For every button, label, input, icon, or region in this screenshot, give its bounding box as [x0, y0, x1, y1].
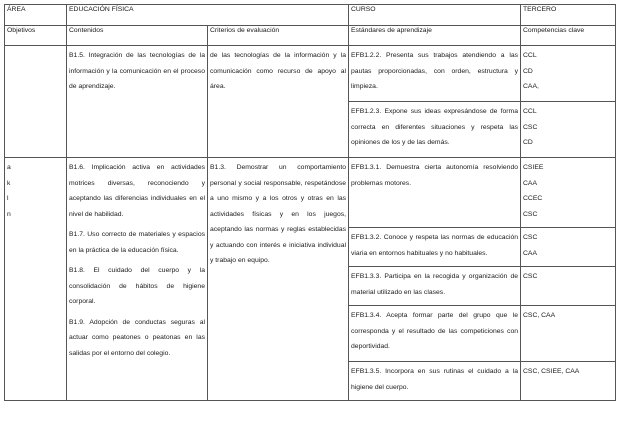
estandar-cell: EFB1.2.3. Expone sus ideas expresándose de forma correcta en diferentes situaciones y respeta las opiniones de los y de las demás. — [349, 102, 521, 158]
course-value: TERCERO — [521, 5, 616, 26]
column-header-row — [5, 26, 616, 46]
estandar-cell: EFB1.3.5. Incorpora en sus rutinas el cuidado a la higiene del cuerpo. — [349, 362, 521, 401]
competencia: CSC — [523, 123, 538, 131]
course-label: CURSO — [349, 5, 521, 26]
competencia: CSC — [523, 234, 538, 241]
objetivo: k — [7, 179, 11, 187]
criterio-cell: de las tecnologías de la información y la comunicación como recurso de apoyo al área. — [208, 46, 349, 158]
competencia: CCL — [523, 52, 537, 59]
col-competencias: Competencias clave — [521, 26, 616, 46]
contenido-paragraph: B1.9. Adopción de conductas seguras al actuar como peatones o peatonas en las salidas por el entorno del colegio. — [69, 318, 205, 357]
objetivo: n — [7, 210, 11, 218]
objetivo: a — [7, 164, 11, 171]
estandar-cell: EFB1.3.2. Conoce y respeta las normas de educación viaria en entornos habituales y no habituales. — [349, 228, 521, 267]
contenido-paragraph: B1.7. Uso correcto de materiales y espacios en la práctica de la educación física. — [69, 231, 205, 254]
estandar-cell: EFB1.3.3. Participa en la recogida y organización de material utilizado en las clases. — [349, 267, 521, 306]
curriculum-table — [4, 4, 616, 401]
competencia: CAA — [523, 249, 537, 257]
competencias-cell — [521, 306, 616, 362]
competencia: CSC, CAA — [523, 312, 556, 319]
competencia: CD — [523, 139, 533, 146]
area-label: ÁREA — [5, 5, 67, 26]
table-row — [5, 158, 616, 228]
estandar-cell: EFB1.2.2. Presenta sus trabajos atendiendo a las pautas proporcionadas, con orden, estructura y limpieza. — [349, 46, 521, 102]
contenido-paragraph: B1.6. Implicación activa en actividades motrices diversas, reconociendo y aceptando las diferencias individuales en el nivel de habilidad. — [69, 164, 205, 218]
competencia: CAA, — [523, 83, 539, 90]
estandar-cell: EFB1.3.1. Demuestra cierta autonomía resolviendo problemas motores. — [349, 158, 521, 228]
competencias-cell — [521, 158, 616, 228]
col-contenidos: Contenidos — [67, 26, 208, 46]
competencia: CCEC — [523, 195, 543, 202]
competencias-cell — [521, 228, 616, 267]
col-estandares: Estándares de aprendizaje — [349, 26, 521, 46]
competencia: CAA — [523, 179, 537, 187]
competencias-cell — [521, 362, 616, 401]
objetivo: l — [7, 195, 9, 202]
competencia: CSC, CSIEE, CAA — [523, 368, 580, 375]
competencia: CCL — [523, 108, 537, 115]
contenido-cell: B1.5. Integración de las tecnologías de la información y la comunicación en el proceso de aprendizaje. — [67, 46, 208, 158]
competencia: CD — [523, 67, 533, 75]
objetivos-cell-empty — [5, 46, 67, 158]
competencias-cell — [521, 267, 616, 306]
criterio-cell: B1.3. Demostrar un comportamiento personal y social responsable, respetándose a uno mismo y a los otros y otras en las actividades físicas y en los juegos, aceptando las normas y reglas establecidas y actuando con interés e iniciativa individual y trabajo en equipo. — [208, 158, 349, 401]
header-row — [5, 5, 616, 26]
contenidos-cell — [67, 158, 208, 401]
competencia: CSC — [523, 210, 538, 218]
area-value: EDUCACIÓN FÍSICA — [67, 5, 349, 26]
col-criterios: Criterios de evaluación — [208, 26, 349, 46]
objetivos-cell — [5, 158, 67, 401]
competencias-cell — [521, 102, 616, 158]
col-objetivos: Objetivos — [5, 26, 67, 46]
competencia: CSIEE — [523, 164, 544, 171]
estandar-cell: EFB1.3.4. Acepta formar parte del grupo que le corresponda y el resultado de las competiciones con deportividad. — [349, 306, 521, 362]
table-row — [5, 46, 616, 102]
contenido-paragraph: B1.8. El cuidado del cuerpo y la consolidación de hábitos de higiene corporal. — [69, 267, 205, 305]
competencia: CSC — [523, 273, 538, 280]
competencias-cell — [521, 46, 616, 102]
